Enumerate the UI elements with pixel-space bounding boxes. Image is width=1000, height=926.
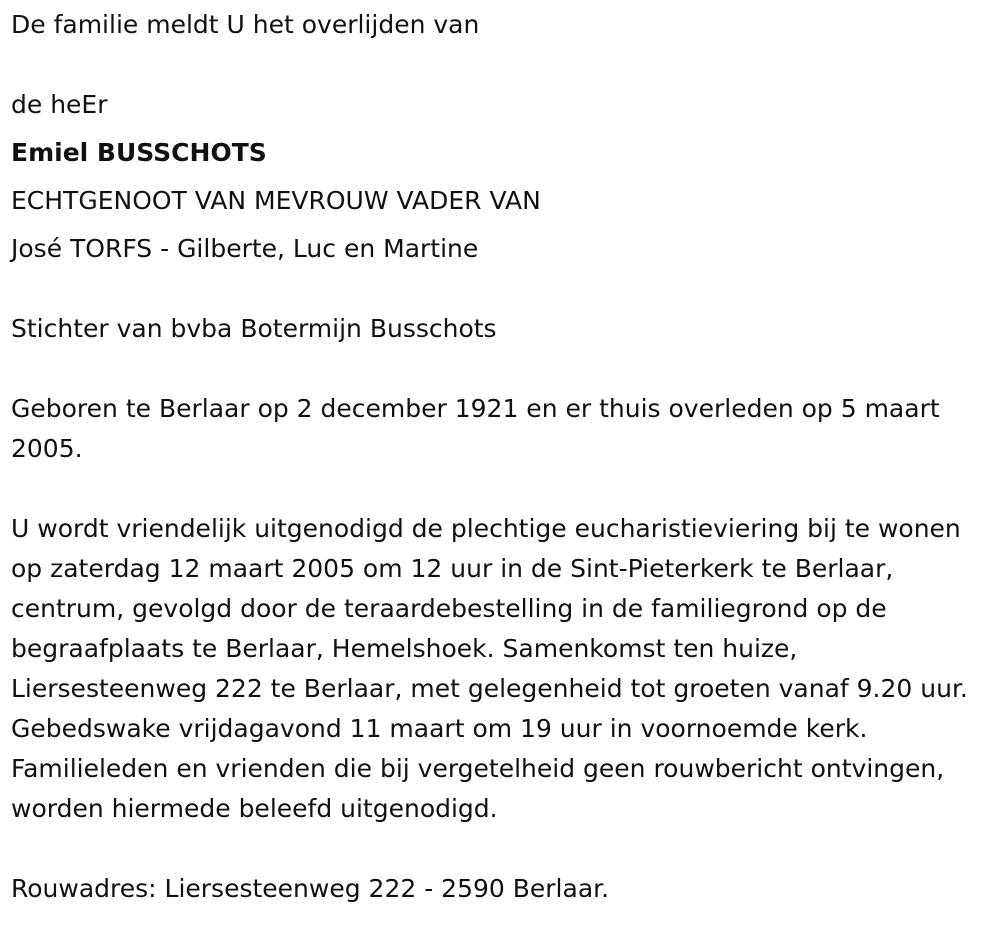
spacer [11, 49, 986, 81]
founder-line: Stichter van bvba Botermijn Busschots [11, 314, 497, 343]
deceased-name: Emiel BUSSCHOTS [11, 138, 267, 167]
intro-line: De familie meldt U het overlijden van [11, 10, 480, 39]
spacer [11, 353, 986, 385]
relation-line: ECHTGENOOT VAN MEVROUW VADER VAN [11, 186, 541, 215]
spacer [11, 829, 986, 869]
obituary-notice [11, 0, 986, 909]
spacer [11, 273, 986, 305]
address-line: Rouwadres: Liersesteenweg 222 - 2590 Berlaar. [11, 874, 610, 903]
salutation-line: de heEr [11, 90, 108, 119]
spacer [11, 469, 986, 509]
family-line: José TORFS - Gilberte, Luc en Martine [11, 234, 479, 263]
ceremony-paragraph: U wordt vriendelijk uitgenodigd de plechtige eucharistieviering bij te wonen op zaterdag 12 maart 2005 om 12 uur in de Sint-Pieterkerk te Berlaar, centrum, gevolgd door de teraardebestelling in de familiegrond op de begraafplaats te Berlaar, Hemelshoek. Samenkomst ten huize, Liersesteenweg 222 te Berlaar, met gelegenheid tot groeten vanaf 9.20 uur. Gebedswake vrijdagavond 11 maart om 19 uur in voornoemde kerk. Familieleden en vrienden die bij vergetelheid geen rouwbericht ontvingen, worden hiermede beleefd uitgenodigd. [11, 514, 968, 823]
birth-death-paragraph: Geboren te Berlaar op 2 december 1921 en er thuis overleden op 5 maart 2005. [11, 394, 940, 463]
